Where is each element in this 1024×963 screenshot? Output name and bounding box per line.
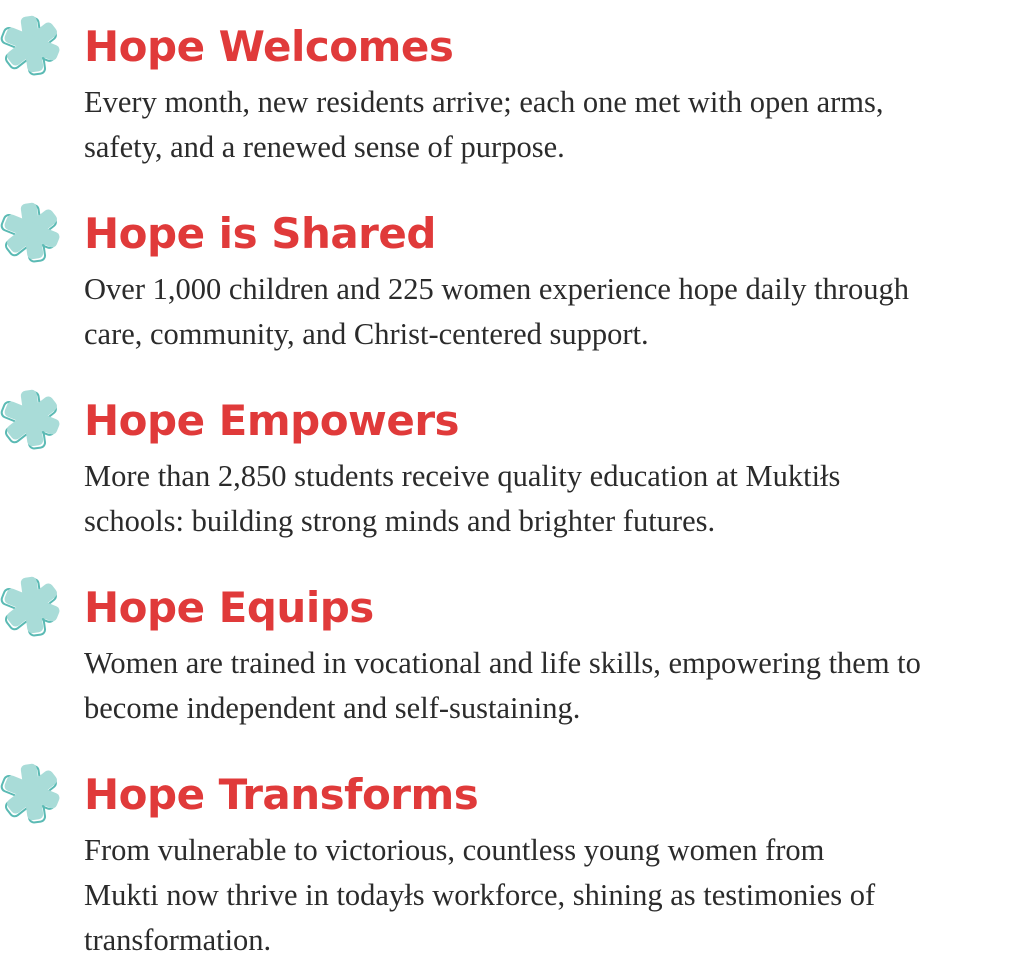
body-line: More than 2,850 students receive quality education at Muktiłs [84,459,841,493]
section-heading: Hope Equips [84,583,374,632]
asterisk-icon [0,760,64,824]
section-heading: Hope Transforms [84,770,479,819]
section-heading: Hope Empowers [84,396,460,445]
body-line: become independent and self-sustaining. [84,691,581,725]
asterisk-icon [0,386,64,450]
body-line: safety, and a renewed sense of purpose. [84,130,565,164]
asterisk-icon [0,573,64,637]
section-body [84,454,1024,544]
body-line: Every month, new residents arrive; each one met with open arms, [84,85,884,119]
body-line: From vulnerable to victorious, countless young women from [84,833,825,867]
section-heading: Hope Welcomes [84,22,454,71]
body-line: transformation. [84,923,272,957]
section-body [84,80,1024,170]
body-line: Women are trained in vocational and life skills, empowering them to [84,646,921,680]
body-line: schools: building strong minds and brighter futures. [84,504,716,538]
body-line: care, community, and Christ-centered support. [84,317,649,351]
section-body [84,641,1024,731]
section-heading: Hope is Shared [84,209,436,258]
asterisk-icon [0,199,64,263]
section-body [84,267,1024,357]
section-body [84,828,1024,963]
asterisk-icon [0,12,64,76]
body-line: Over 1,000 children and 225 women experience hope daily through [84,272,909,306]
body-line: Mukti now thrive in todayłs workforce, shining as testimonies of [84,878,876,912]
